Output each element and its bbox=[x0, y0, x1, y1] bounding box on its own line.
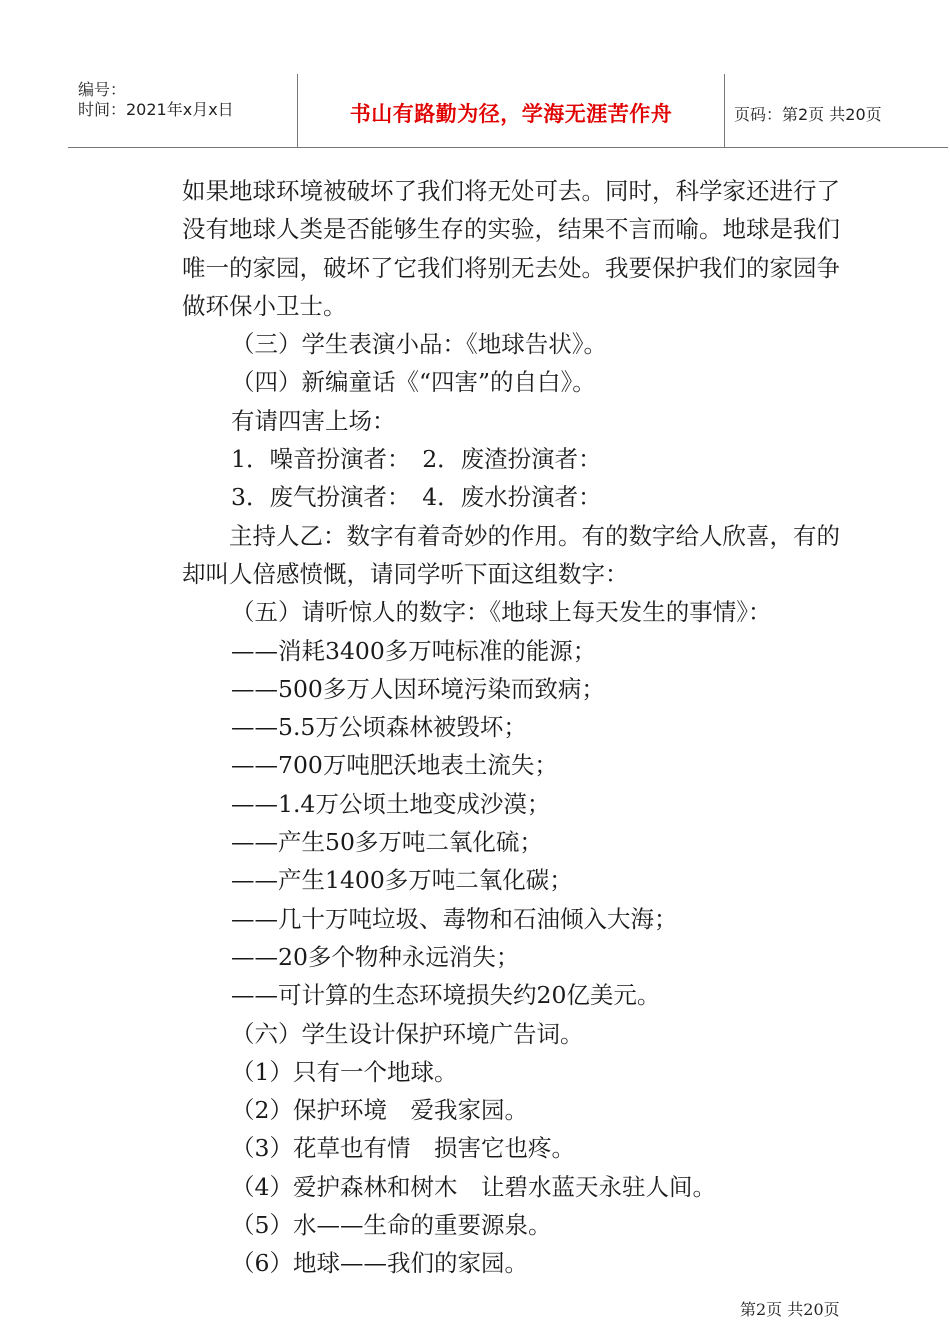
header-motto: 书山有路勤为径，学海无涯苦作舟 bbox=[349, 102, 673, 126]
document-time-label: 时间：2021年x月x日 bbox=[78, 100, 234, 119]
document-number-label: 编号： bbox=[78, 80, 127, 99]
paragraph-invite: 有请四害上场： bbox=[231, 406, 396, 435]
section-heading-4: （四）新编童话《“四害”的自白》。 bbox=[231, 368, 596, 397]
slogan-item: （3）花草也有情 损害它也疼。 bbox=[231, 1134, 575, 1163]
paragraph-intro: 如果地球环境被破坏了我们将无处可去。同时，科学家还进行了没有地球人类是否能够生存的实验，结果不言而喻。地球是我们唯一的家园，破坏了它我们将别无去处。我要保护我们的家园争做环保小卫士。 bbox=[182, 177, 840, 320]
header-divider-left bbox=[297, 74, 298, 147]
header-meta bbox=[78, 80, 234, 120]
list-item: ——产生50多万吨二氧化硫； bbox=[231, 828, 543, 857]
slogan-item: （5）水——生命的重要源泉。 bbox=[231, 1211, 552, 1240]
section-heading-6: （六）学生设计保护环境广告词。 bbox=[231, 1019, 584, 1048]
list-item: ——1.4万公顷土地变成沙漠； bbox=[231, 789, 551, 818]
slogan-item: （4）爱护森林和树木 让碧水蓝天永驻人间。 bbox=[231, 1172, 716, 1201]
section-heading-3: （三）学生表演小品：《地球告状》。 bbox=[231, 330, 607, 359]
header-page-info: 页码：第2页 共20页 bbox=[734, 105, 882, 124]
slogan-item: （6）地球——我们的家园。 bbox=[231, 1249, 528, 1278]
page-footer: 第2页 共20页 bbox=[740, 1300, 840, 1319]
role-list-line-2: 3．废气扮演者： 4．废水扮演者： bbox=[231, 483, 602, 512]
list-item: ——5.5万公顷森林被毁坏； bbox=[231, 713, 527, 742]
list-item: ——可计算的生态环境损失约20亿美元。 bbox=[231, 981, 661, 1010]
paragraph-host-b: 主持人乙：数字有着奇妙的作用。有的数字给人欣喜，有的却叫人倍感愤慨，请同学听下面这组数字： bbox=[182, 521, 840, 588]
list-item: ——20多个物种永远消失； bbox=[231, 942, 520, 971]
list-item: ——产生1400多万吨二氧化碳； bbox=[231, 866, 573, 895]
list-item: ——几十万吨垃圾、毒物和石油倾入大海； bbox=[231, 904, 678, 933]
page-header bbox=[68, 74, 948, 147]
list-item: ——700万吨肥沃地表土流失； bbox=[231, 751, 558, 780]
slogan-item: （1）只有一个地球。 bbox=[231, 1057, 458, 1086]
header-divider-right bbox=[724, 74, 725, 147]
slogan-item: （2）保护环境 爱我家园。 bbox=[231, 1096, 528, 1125]
list-item: ——500多万人因环境污染而致病； bbox=[231, 674, 605, 703]
list-item: ——消耗3400多万吨标准的能源； bbox=[231, 636, 597, 665]
document-body bbox=[182, 172, 862, 1283]
section-heading-5: （五）请听惊人的数字：《地球上每天发生的事情》： bbox=[231, 598, 772, 627]
role-list-line-1: 1．噪音扮演者： 2．废渣扮演者： bbox=[231, 445, 602, 474]
header-bottom-rule bbox=[68, 147, 948, 148]
